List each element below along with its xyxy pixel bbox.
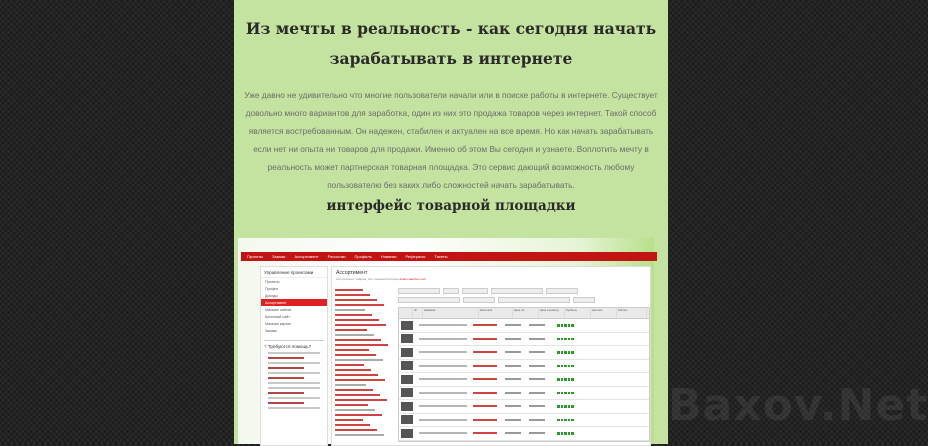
table-header-cell: Название xyxy=(423,308,479,318)
screenshot-sidebar-item[interactable]: Профит xyxy=(265,287,279,291)
rating-stars xyxy=(557,378,574,381)
product-thumbnail xyxy=(401,429,413,438)
table-row[interactable] xyxy=(399,360,649,374)
table-header-cell: Цена в розницу xyxy=(539,308,565,318)
table-header-cell: Цена опт xyxy=(513,308,539,318)
main-panel-title: Ассортимент xyxy=(336,270,368,276)
rating-stars xyxy=(557,351,574,354)
help-box xyxy=(264,340,324,409)
category-item[interactable] xyxy=(335,404,368,406)
marketplace-screenshot xyxy=(238,238,654,444)
product-table-header xyxy=(399,308,649,319)
rating-stars xyxy=(557,432,574,435)
screenshot-nav-item[interactable]: Ассортимент xyxy=(294,254,319,259)
product-thumbnail xyxy=(401,388,413,397)
category-item[interactable] xyxy=(335,414,382,416)
category-item[interactable] xyxy=(335,369,371,371)
screenshot-nav-bar xyxy=(241,252,657,261)
article-intro: Уже давно не удивительно что многие пользователи начали или в поиске работы в интернете. Существует довольно много вариантов для заработка, один из них это продажа товаров через интернет. Такой способ является востребованным. Он надежен, стабилен и актуален на все время. Но как начать зарабатывать если нет ни опыта ни товаров для продажи. Именно об этом Вы сегодня и узнаете. Воплотить мечту в реальность может партнерская товарная площадка. Это сервис дающий возможность любому пользователю без каких либо сложностей начать зарабатывать. xyxy=(244,90,658,190)
screenshot-nav-item[interactable]: Рассылки xyxy=(327,254,346,259)
screenshot-nav-item[interactable]: Рефералы xyxy=(405,254,426,259)
category-item[interactable] xyxy=(335,429,377,431)
article-title: Из мечты в реальность - как сегодня начать зарабатывать в интернете xyxy=(245,19,657,68)
screenshot-nav-item[interactable]: Новинки xyxy=(380,254,397,259)
category-item[interactable] xyxy=(335,324,386,326)
category-item[interactable] xyxy=(335,349,369,351)
category-item[interactable] xyxy=(335,289,363,291)
category-item[interactable] xyxy=(335,314,372,316)
table-header-cell: Категория xyxy=(479,308,513,318)
table-row[interactable] xyxy=(399,387,649,401)
screenshot-sidebar-item[interactable]: Заказы xyxy=(265,329,278,333)
rating-stars xyxy=(557,392,574,395)
product-thumbnail xyxy=(401,361,413,370)
screenshot-sidebar-item[interactable]: Доходы xyxy=(265,294,278,298)
watermark: Baxov.Net xyxy=(668,380,928,431)
main-panel-subtitle-link[interactable]: dealer.sale0ver.com xyxy=(399,277,427,281)
screenshot-main-panel xyxy=(331,266,651,446)
category-list xyxy=(335,287,395,439)
section-subtitle: интерфейс товарной площадки xyxy=(326,198,576,214)
product-table-area xyxy=(398,285,648,443)
category-item[interactable] xyxy=(335,359,383,361)
category-item[interactable] xyxy=(335,354,376,356)
product-thumbnail xyxy=(401,375,413,384)
category-item[interactable] xyxy=(335,304,384,306)
product-thumbnail xyxy=(401,321,413,330)
article-column xyxy=(234,0,668,444)
table-row[interactable] xyxy=(399,319,649,333)
table-row[interactable] xyxy=(399,414,649,428)
screenshot-sidebar-item[interactable]: Магазин картин xyxy=(265,322,292,326)
rating-stars xyxy=(557,324,574,327)
screenshot-sidebar-item[interactable]: Проекты xyxy=(265,280,280,284)
rating-stars xyxy=(557,419,574,422)
screenshot-sidebar-item[interactable]: Ассортимент xyxy=(261,299,327,306)
product-thumbnail xyxy=(401,348,413,357)
category-item[interactable] xyxy=(335,299,377,301)
category-item[interactable] xyxy=(335,319,379,321)
screenshot-nav-item[interactable]: Профиль xyxy=(354,254,372,259)
screenshot-nav-item[interactable]: Проекты xyxy=(247,254,264,259)
screenshot-sidebar xyxy=(260,266,328,446)
category-item[interactable] xyxy=(335,384,366,386)
category-item[interactable] xyxy=(335,364,364,366)
rating-stars xyxy=(557,365,574,368)
table-header-cell: Рейтинг xyxy=(617,308,647,318)
table-row[interactable] xyxy=(399,427,649,441)
category-item[interactable] xyxy=(335,419,363,421)
category-item[interactable] xyxy=(335,294,370,296)
table-row[interactable] xyxy=(399,346,649,360)
category-item[interactable] xyxy=(335,334,374,336)
category-item[interactable] xyxy=(335,379,385,381)
category-item[interactable] xyxy=(335,409,375,411)
product-thumbnail xyxy=(401,402,413,411)
table-header-cell: ID xyxy=(413,308,423,318)
screenshot-sidebar-item[interactable]: Магазин сайтов xyxy=(265,308,292,312)
category-item[interactable] xyxy=(335,339,381,341)
table-row[interactable] xyxy=(399,373,649,387)
product-table xyxy=(398,307,650,442)
category-item[interactable] xyxy=(335,344,388,346)
table-header-cell xyxy=(399,308,413,318)
category-item[interactable] xyxy=(335,434,384,436)
help-icon: ? xyxy=(264,344,267,349)
filter-row xyxy=(398,288,648,308)
help-title: ? Требуются помощь? xyxy=(264,344,312,349)
table-header-cell: Прибыль xyxy=(565,308,591,318)
screenshot-nav-item[interactable]: Заказы xyxy=(272,254,286,259)
category-item[interactable] xyxy=(335,309,365,311)
screenshot-sidebar-item[interactable]: Купонный сайт xyxy=(265,315,290,319)
category-item[interactable] xyxy=(335,394,380,396)
rating-stars xyxy=(557,405,574,408)
category-item[interactable] xyxy=(335,399,387,401)
table-row[interactable] xyxy=(399,333,649,347)
product-thumbnail xyxy=(401,334,413,343)
category-item[interactable] xyxy=(335,424,370,426)
sidebar-title: Управление проектами xyxy=(261,267,327,278)
product-thumbnail xyxy=(401,415,413,424)
category-item[interactable] xyxy=(335,389,373,391)
category-item[interactable] xyxy=(335,374,378,376)
table-row[interactable] xyxy=(399,400,649,414)
rating-stars xyxy=(557,338,574,341)
screenshot-nav-item[interactable]: Тикеты xyxy=(434,254,448,259)
table-header-cell: Наличие xyxy=(591,308,617,318)
category-item[interactable] xyxy=(335,329,367,331)
main-panel-subtitle: Ассортимент товаров, для товарной вкладки dealer.sale0ver.com xyxy=(336,277,427,281)
